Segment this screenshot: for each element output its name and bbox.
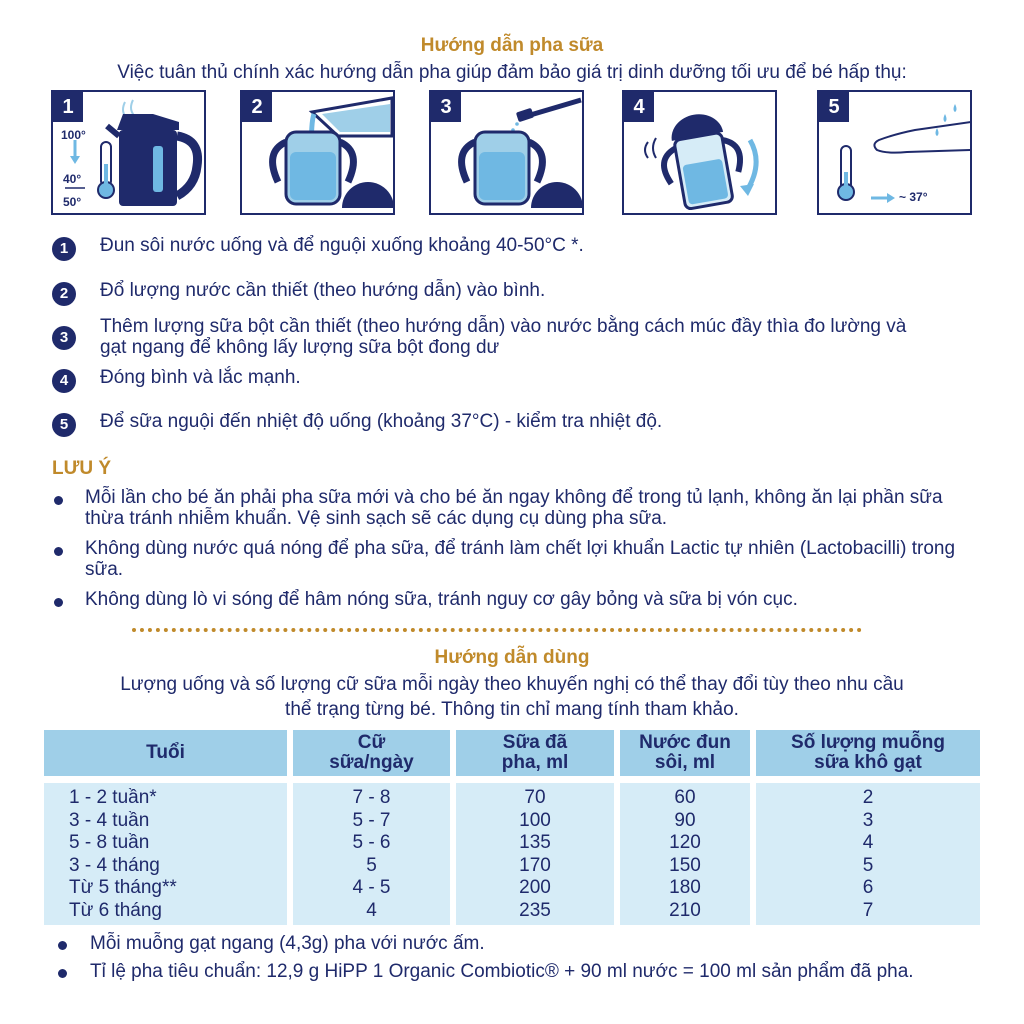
table-column-age	[44, 783, 287, 925]
table-cell: 135	[519, 832, 551, 854]
step-badge: 4	[52, 369, 76, 393]
panel-number: 4	[624, 92, 654, 122]
temp-target: ~ 37°	[899, 190, 928, 204]
table-cell: 170	[519, 854, 551, 876]
table-header-feeds: Cữ sữa/ngày	[293, 730, 450, 776]
table-cell: 5 - 6	[352, 832, 391, 854]
step-badge: 3	[52, 326, 76, 350]
table-cell: 7 - 8	[352, 787, 391, 808]
table-cell: 5	[862, 854, 874, 876]
table-cell: 70	[524, 787, 546, 808]
table-cell: 90	[674, 809, 696, 831]
table-cell: 235	[519, 899, 551, 921]
table-header-scoops: Số lượng muỗng sữa khô gạt	[756, 730, 980, 776]
step-panel-4	[622, 90, 777, 215]
table-cell: 3 - 4 tuần	[69, 809, 150, 831]
table-cell: Từ 5 tháng**	[69, 877, 177, 899]
table-cell: 5	[366, 854, 377, 876]
table-cell: 6	[862, 877, 874, 899]
table-column-water	[620, 783, 750, 925]
step-text: Đóng bình và lắc mạnh.	[100, 367, 301, 388]
step-text: Để sữa nguội đến nhiệt độ uống (khoảng 37°C) - kiểm tra nhiệt độ.	[100, 411, 663, 432]
mixing-subtitle: Việc tuân thủ chính xác hướng dẫn pha giúp đảm bảo giá trị dinh dưỡng tối ưu để bé hấp thụ:	[117, 62, 907, 83]
table-column-prepared	[456, 783, 614, 925]
table-cell: 5 - 8 tuần	[69, 832, 150, 854]
step-panel-5	[817, 90, 972, 215]
temp-high: 100°	[61, 128, 86, 142]
table-cell: 4 - 5	[352, 877, 391, 899]
table-cell: 4	[862, 832, 874, 854]
note-text: Không dùng lò vi sóng để hâm nóng sữa, tránh nguy cơ gây bỏng và sữa bị vón cục.	[85, 589, 798, 610]
footnote-text: Tỉ lệ pha tiêu chuẩn: 12,9 g HiPP 1 Organic Combiotic® + 90 ml nước = 100 ml sản phẩm đã pha.	[90, 961, 914, 982]
table-column-scoops	[756, 783, 980, 925]
bullet-dot	[58, 969, 67, 978]
step-badge: 2	[52, 282, 76, 306]
bullet-dot	[54, 598, 63, 607]
step-panel-3	[429, 90, 584, 215]
step-text: Thêm lượng sữa bột cần thiết (theo hướng dẫn) vào nước bằng cách múc đầy thìa đo lường và gạt ngang để không lấy lượng sữa bột đong dư	[100, 316, 907, 358]
table-cell: 100	[519, 809, 551, 831]
note-text: Mỗi lần cho bé ăn phải pha sữa mới và cho bé ăn ngay không để trong tủ lạnh, không ăn lại phần sữa thừa tránh nhiễm khuẩn. Vệ sinh sạch sẽ các dụng cụ dùng pha sữa.	[85, 487, 943, 529]
footnote-text: Mỗi muỗng gạt ngang (4,3g) pha với nước ấm.	[90, 933, 485, 954]
table-cell: 2	[862, 787, 874, 808]
step-text: Đun sôi nước uống và để nguội xuống khoảng 40-50°C *.	[100, 235, 584, 256]
bullet-dot	[54, 496, 63, 505]
table-cell: 180	[669, 877, 701, 899]
table-header-water: Nước đun sôi, ml	[620, 730, 750, 776]
step-badge: 1	[52, 237, 76, 261]
table-cell: 200	[519, 877, 551, 899]
usage-subtitle-line-1: Lượng uống và số lượng cữ sữa mỗi ngày theo khuyến nghị có thể thay đổi tùy theo nhu cầu	[120, 674, 904, 695]
bullet-dot	[54, 547, 63, 556]
panel-number: 1	[53, 92, 83, 122]
note-text: Không dùng nước quá nóng để pha sữa, để tránh làm chết lợi khuẩn Lactic tự nhiên (Lactobacilli) trong sữa.	[85, 538, 956, 580]
table-cell: 3	[862, 809, 874, 831]
panel-number: 3	[431, 92, 461, 122]
table-cell: 5 - 7	[352, 809, 391, 831]
step-text: Đổ lượng nước cần thiết (theo hướng dẫn) vào bình.	[100, 280, 546, 301]
table-cell: Từ 6 tháng	[69, 899, 162, 921]
table-header-prepared: Sữa đã pha, ml	[456, 730, 614, 776]
table-cell: 120	[669, 832, 701, 854]
table-cell: 150	[669, 854, 701, 876]
table-header-age: Tuổi	[44, 730, 287, 776]
usage-subtitle-line-2: thể trạng từng bé. Thông tin chỉ mang tính tham khảo.	[285, 699, 739, 720]
panel-number: 2	[242, 92, 272, 122]
step-panel-2	[240, 90, 395, 215]
step-badge: 5	[52, 413, 76, 437]
step-panel-1	[51, 90, 206, 215]
table-cell: 1 - 2 tuần*	[69, 787, 157, 808]
usage-title: Hướng dẫn dùng	[434, 647, 590, 668]
mixing-title: Hướng dẫn pha sữa	[420, 35, 604, 56]
table-cell: 3 - 4 tháng	[69, 854, 160, 876]
notes-title: LƯU Ý	[52, 458, 112, 479]
table-cell: 60	[674, 787, 696, 808]
temp-low-1: 40°	[63, 172, 82, 186]
panel-number: 5	[819, 92, 849, 122]
bullet-dot	[58, 941, 67, 950]
table-cell: 210	[669, 899, 701, 921]
table-cell: 4	[366, 899, 377, 921]
table-cell: 7	[862, 899, 874, 921]
dotted-divider	[132, 628, 862, 632]
table-column-feeds	[293, 783, 450, 925]
temp-low-2: 50°	[63, 195, 82, 209]
